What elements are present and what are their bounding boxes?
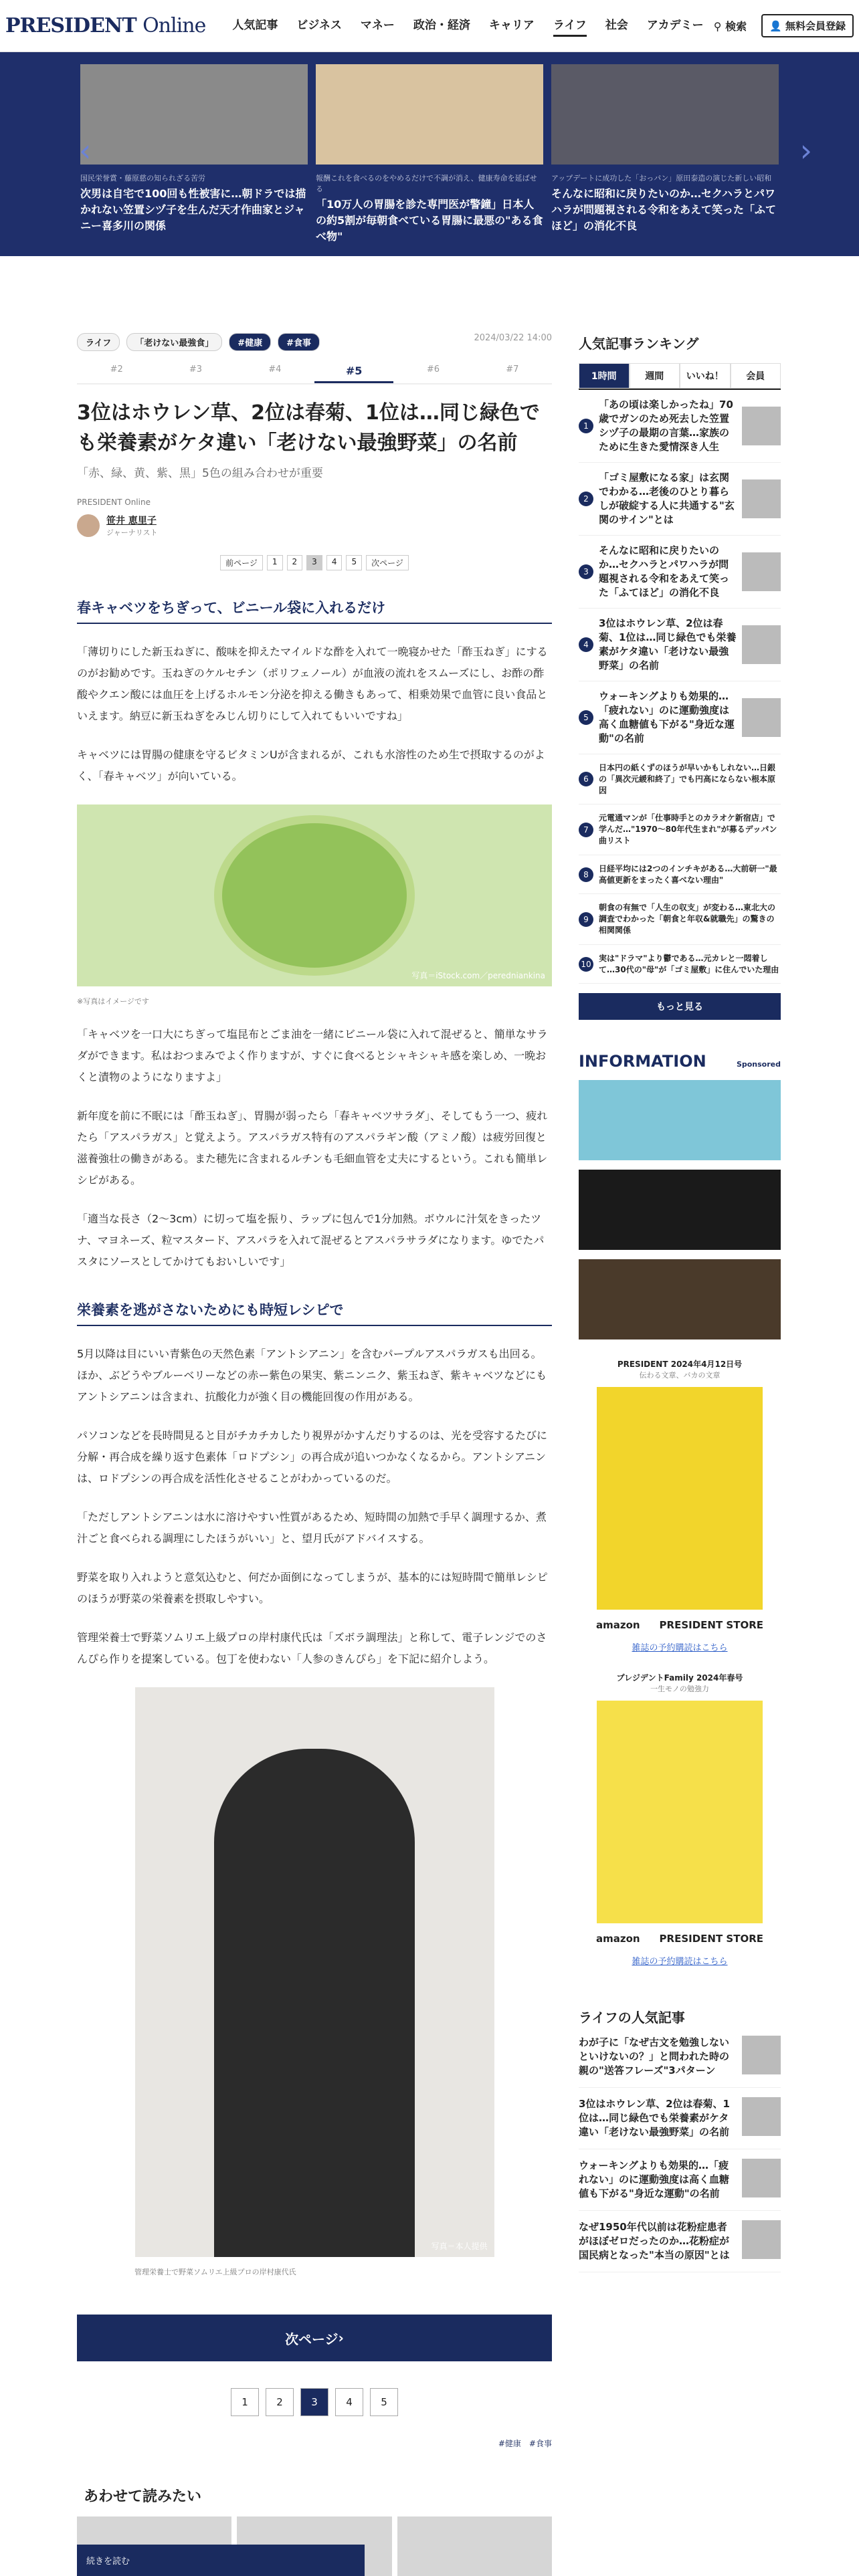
life-item-title: なぜ1950年代以前は花粉症患者がほぼゼロだったのか…花粉症が国民病となった"本当の原因"とは (579, 2221, 730, 2262)
pager-bottom (77, 2388, 552, 2416)
page-tab[interactable]: #3 (189, 364, 203, 374)
page-tabs (77, 364, 552, 385)
ranking-title-text: 実は"ドラマ"より鬱である…元カレと一悶着して…30代の"母"が「ゴミ屋敷」に住んでいた理由 (599, 953, 779, 974)
register-label: 無料会員登録 (785, 20, 846, 32)
ranking-item[interactable] (579, 855, 781, 895)
carousel-slide[interactable] (316, 64, 543, 256)
chevron-right-icon: › (338, 2330, 344, 2346)
ranking-thumb (742, 625, 781, 664)
ranking-tab[interactable]: 会員 (731, 363, 781, 389)
rank-number: 4 (579, 637, 593, 652)
page-tab-active[interactable]: #5 (314, 364, 393, 383)
rank-number: 10 (579, 957, 593, 972)
tag[interactable]: 「老けない最強食」 (126, 333, 222, 351)
info-heading (579, 1052, 781, 1071)
chevron-right-icon[interactable]: › (799, 132, 812, 169)
photo-caption: 管理栄養士で野菜ソムリエ上級プロの岸村康代氏 (134, 2268, 296, 2276)
carousel-slide[interactable] (551, 64, 779, 256)
buy-links (579, 1933, 781, 1945)
article-title: 3位はホウレン草、2位は春菊、1位は…同じ緑色でも栄養素がケタ違い「老けない最強野菜」の名前 (77, 401, 540, 455)
portrait-photo (135, 1687, 494, 2257)
photo-credit: 写真＝iStock.com／peredniankina (411, 971, 545, 980)
section-heading: 春キャベツをちぎって、ビニール袋に入れるだけ (77, 597, 552, 624)
paragraph: 野菜を取り入れようと意気込むと、何だか面倒になってしまうが、基本的には短時間で簡単レシピのほうが野菜の栄養素を摂取しやすい。 (77, 1571, 548, 1605)
ranking-thumb (742, 698, 781, 737)
cabbage-image (214, 815, 415, 976)
author-block (77, 514, 552, 538)
paragraph: パソコンなどを長時間見ると目がチカチカしたり視界がかすんだりするのは、光を受容するたびに分解・再合成を繰り返す色素体「ロドプシン」の再合成が追いつかなくなるから。アントシアニンは、ロドプシンの再合成を活性化させることがわかっているのだ。 (77, 1429, 548, 1485)
site-logo[interactable] (5, 14, 205, 37)
tag[interactable]: #健康 (229, 333, 271, 351)
life-thumb (742, 2159, 781, 2197)
carousel (0, 52, 859, 256)
ranking-item[interactable] (579, 804, 781, 855)
ranking-title-text: 3位はホウレン草、2位は春菊、1位は…同じ緑色でも栄養素がケタ違い「老けない最強野菜」の名前 (599, 617, 737, 671)
ranking-item[interactable] (579, 945, 781, 984)
search-icon: ⚲ (713, 20, 726, 33)
nav-item[interactable]: 政治・経済 (413, 18, 470, 32)
nav-item[interactable]: マネー (360, 18, 395, 32)
rank-number: 1 (579, 419, 593, 433)
site-header (0, 0, 859, 52)
store-link[interactable]: PRESIDENT STORE (659, 1933, 763, 1945)
article-tags (77, 333, 552, 351)
rank-number: 3 (579, 564, 593, 579)
ranking-title-text: そんなに昭和に戻りたいのか…セクハラとパワハラが問題視される令和をあえて笑った「ふてほど」の消化不良 (599, 544, 730, 599)
author-role: ジャーナリスト (106, 528, 158, 537)
next-page-button[interactable] (77, 2315, 552, 2361)
life-thumb (742, 2097, 781, 2136)
life-thumb (742, 2036, 781, 2074)
page-link-current[interactable]: 3 (300, 2388, 328, 2416)
magazine-subtitle: 伝わる文章、バカの文章 (639, 1371, 721, 1380)
nav-item-active[interactable]: ライフ (553, 15, 587, 37)
life-heading: ライフの人気記事 (579, 2010, 685, 2026)
buy-links (579, 1619, 781, 1631)
paragraph: 「ただしアントシアニンは水に溶けやすい性質があるため、短時間の加熱で手早く調理するか、煮汁ごと食べられる調理にしたほうがいい」と、望月氏がアドバイスする。 (77, 1511, 547, 1545)
page-tab[interactable]: #2 (110, 364, 123, 374)
ranking-tab-active[interactable]: 1時間 (579, 363, 630, 389)
user-icon: 👤 (769, 20, 785, 32)
slide-title[interactable]: そんなに昭和に戻りたいのか…セクハラとパワハラが問題視される令和をあえて笑った「ふてほど」の消化不良 (551, 187, 777, 232)
slide-meta: 報酬これを食べるのをやめるだけで不調が消え、健康寿命を延ばせる (316, 174, 537, 193)
amazon-link[interactable]: amazon (596, 1619, 640, 1632)
rank-number: 5 (579, 710, 593, 725)
slide-title[interactable]: 次男は自宅で100回も性被害に…朝ドラでは描かれない笠置シヅ子を生んだ天才作曲家とジャニー喜多川の関係 (80, 187, 306, 232)
slide-image (551, 64, 779, 165)
author-name[interactable]: 笹井 恵里子 (106, 516, 157, 526)
page-link[interactable]: 5 (370, 2388, 398, 2416)
ranking-title-text: 朝食の有無で「人生の収支」が変わる…東北大の調査でわかった「朝食と年収&就職先」の驚きの相関関係 (599, 903, 776, 935)
sidebar (579, 333, 781, 2576)
pager-top (77, 555, 552, 570)
page-link[interactable]: 4 (335, 2388, 363, 2416)
nav-item[interactable]: 人気記事 (232, 18, 278, 32)
ranking-thumb (742, 407, 781, 445)
rank-number: 2 (579, 492, 593, 506)
info-title: INFORMATION (579, 1052, 706, 1071)
chevron-left-icon[interactable]: ‹ (79, 132, 92, 169)
tag[interactable]: #食事 (278, 333, 320, 351)
ranking-title-text: ウォーキングよりも効果的…「疲れない」のに運動強度は高く血糖値も下がる"身近な運動"の名前 (599, 690, 735, 744)
portrait-image (214, 1749, 415, 2257)
nav-item[interactable]: キャリア (488, 18, 535, 32)
life-item-title: ウォーキングよりも効果的…「疲れない」のに運動強度は高く血糖値も下がる"身近な運動"の名前 (579, 2159, 730, 2200)
article-subtitle: 「赤、緑、黄、紫、黒」5色の組み合わせが重要 (77, 467, 323, 480)
prev-page-link[interactable]: 前ページ (220, 555, 263, 570)
ranking-item[interactable] (579, 390, 781, 463)
ranking-title-text: 日本円の紙くずのほうが早いかもしれない…日銀の「異次元緩和終了」でも円高にならない根本原因 (599, 763, 776, 795)
related-thumb[interactable] (397, 2516, 552, 2576)
more-button[interactable]: もっと見る (579, 993, 781, 1020)
slide-image (316, 64, 543, 165)
search-label: 検索 (725, 20, 747, 33)
search-button[interactable] (714, 18, 747, 33)
ranking-tab[interactable]: 週間 (630, 363, 680, 389)
photo-caption: ※写真はイメージです (77, 997, 149, 1006)
ranking-title: 人気記事ランキング (579, 336, 699, 352)
next-page-link[interactable]: 次ページ (366, 555, 409, 570)
paragraph: 管理栄養士で野菜ソムリエ上級プロの岸村康代氏は「ズボラ調理法」と称して、電子レンジでのさんぴら作りを提案している。包丁を使わない「人参のきんぴら」を下記に紹介しよう。 (77, 1631, 547, 1665)
rank-number: 7 (579, 823, 593, 837)
ranking-tabs (579, 363, 781, 390)
ranking-item[interactable] (579, 609, 781, 681)
publisher: PRESIDENT Online (77, 498, 151, 507)
tag[interactable]: ライフ (77, 333, 120, 351)
life-item[interactable] (579, 2149, 781, 2211)
life-item[interactable] (579, 2088, 781, 2149)
rank-number: 9 (579, 912, 593, 927)
carousel-slide[interactable] (80, 64, 308, 256)
logo-text: PRESIDENT (5, 14, 136, 37)
page-link[interactable]: 1 (267, 555, 283, 570)
slide-meta: アップデートに成功した「おっパン」原田泰造の演じた新しい昭和 (551, 174, 772, 183)
section-heading: 栄養素を逃がさないためにも時短レシピで (77, 1299, 552, 1326)
nav-item[interactable]: 社会 (605, 18, 628, 32)
slide-title[interactable]: 「10万人の胃腸を診た専門医が警鐘」日本人の約5割が毎朝食べている胃腸に最悪の"ある食べ物" (316, 198, 543, 243)
banner[interactable] (579, 1170, 781, 1250)
ranking-item[interactable] (579, 463, 781, 536)
life-item[interactable] (579, 2211, 781, 2272)
life-item-title: 3位はホウレン草、2位は春菊、1位は…同じ緑色でも栄養素がケタ違い「老けない最強野菜」の名前 (579, 2098, 730, 2139)
page-link[interactable]: 4 (326, 555, 343, 570)
ranking-title-text: 日経平均には2つのインチキがある…大前研一"最高値更新をまったく喜べない理由" (599, 863, 777, 885)
ranking-tab[interactable]: いいね！ (680, 363, 731, 389)
life-thumb (742, 2220, 781, 2259)
paragraph: 5月以降は目にいい青紫色の天然色素「アントシアニン」を含むパープルアスパラガスも出回る。ほか、ぶどうやブルーベリーなどの赤ー紫色の果実、紫ニンニク、紫玉ねぎ、紫キャベツなどにもアントシアニンは含まれ、抗酸化力が強く目の機能回復の作用がある。 (77, 1348, 547, 1403)
page-tab[interactable]: #7 (506, 364, 519, 374)
bottom-bar[interactable]: 続きを読む (77, 2545, 365, 2576)
magazine-subtitle: 一生モノの勉強力 (650, 1685, 709, 1694)
slide-image (80, 64, 308, 165)
article (77, 333, 552, 2576)
life-item-title: わが子に「なぜ古文を勉強しないといけないの？」と問われた時の親の"送答フレーズ"3パターン (579, 2036, 730, 2077)
ranking-thumb (742, 552, 781, 591)
rank-number: 8 (579, 867, 593, 882)
page-tab[interactable]: #4 (268, 364, 282, 374)
slide-meta: 国民栄誉賞・藤原慈の知られざる苦労 (80, 174, 205, 183)
banner[interactable] (579, 1080, 781, 1160)
subscribe-link[interactable]: 雑誌の予約購読はこちら (632, 1643, 728, 1654)
ranking-item[interactable] (579, 681, 781, 754)
ranking-thumb (742, 479, 781, 518)
ranking-item[interactable] (579, 536, 781, 609)
nav-item[interactable]: ビジネス (296, 18, 342, 32)
page-link[interactable]: 2 (287, 555, 303, 570)
magazine-title: プレジデントFamily 2024年春号 (616, 1673, 743, 1683)
ranking-title-text: 「あの頃は楽しかったね」70歳でガンのため死去した笠置シヅ子の最期の言葉…家族のために生きた愛情深き人生 (599, 399, 733, 453)
ranking-title-text: 元電通マンが「仕事時手とのカラオケ新宿店」で学んだ…"1970〜80年代生まれ"が募るデッパン曲リスト (599, 813, 777, 845)
paragraph: 「キャベツを一口大にちぎって塩昆布とごま油を一緒にビニール袋に入れて混ぜると、簡単なサラダができます。私はおつまみでよく作りますが、すぐに食べるとシャキシャキ感を楽しめ、一晩おくと漬物のようになりますよ」 (77, 1028, 548, 1083)
amazon-link[interactable]: amazon (596, 1933, 640, 1945)
magazine-title: PRESIDENT 2024年4月12日号 (617, 1360, 743, 1370)
rank-number: 6 (579, 772, 593, 786)
page-link[interactable]: 5 (346, 555, 362, 570)
related-heading: あわせて読みたい (84, 2488, 202, 2505)
ranking-title-text: 「ゴミ屋敷になる家」は玄関でわかる…老後のひとり暮らしが破綻する人に共通する"玄関のサイン"とは (599, 471, 735, 526)
nav-item[interactable]: アカデミー (646, 18, 704, 32)
magazine-cover[interactable] (597, 1701, 763, 1923)
photo-credit: 写真＝本人提供 (431, 2242, 488, 2251)
paragraph: キャベツには胃腸の健康を守るビタミンUが含まれるが、これも水溶性のため生で摂取するのがよく、「春キャベツ」が向いている。 (77, 748, 545, 782)
life-item[interactable] (579, 2026, 781, 2088)
ranking-item[interactable] (579, 754, 781, 804)
cabbage-photo (77, 804, 552, 986)
page-link[interactable]: 1 (231, 2388, 259, 2416)
bottom-tags[interactable]: #健康 #食事 (498, 2439, 552, 2448)
sponsored-label: Sponsored (736, 1060, 781, 1069)
main-nav (232, 15, 703, 37)
publish-date: 2024/03/22 14:00 (474, 333, 552, 343)
ranking-item[interactable] (579, 894, 781, 944)
magazine-cover[interactable] (597, 1387, 763, 1610)
page-link[interactable]: 2 (266, 2388, 294, 2416)
page-link-current[interactable]: 3 (306, 555, 322, 570)
page-tab[interactable]: #6 (426, 364, 440, 374)
avatar (77, 514, 100, 537)
paragraph: 「適当な長さ（2〜3cm）に切って塩を振り、ラップに包んで1分加熱。ボウルに汁気をきったツナ、マヨネーズ、粒マスタード、アスパラを入れて混ぜるとアスパラサラダになります。ゆでたパスタにソースとしてかけてもおいしいです」 (77, 1212, 545, 1268)
store-link[interactable]: PRESIDENT STORE (659, 1619, 763, 1632)
subscribe-link[interactable]: 雑誌の予約購読はこちら (632, 1957, 728, 1967)
next-label: 次ページ (285, 2331, 339, 2347)
paragraph: 新年度を前に不眠には「酢玉ねぎ」、胃腸が弱ったら「春キャベツサラダ」、そしてもう一つ、疲れたら「アスパラガス」と覚えよう。アスパラガス特有のアスパラギン酸（アミノ酸）は疲労回復と滋養強壮の働きがある。また穂先に含まれるルチンも毛細血管を丈夫にするという。これも簡単レシピがある。 (77, 1109, 548, 1186)
logo-sub: Online (142, 14, 206, 37)
paragraph: 「薄切りにした新玉ねぎに、酸味を抑えたマイルドな酢を入れて一晩寝かせた「酢玉ねぎ」にするのがお勧めです。玉ねぎのケルセチン（ポリフェノール）が血液の流れをスムーズにし、お酢の酢酸やクエン酸には血圧を上げるホルモン分泌を抑える働きもあって、相乗効果で血管に良い食品といえます。納豆に新玉ねぎをみじん切りにして入れてもいいですね」 (77, 645, 548, 722)
banner[interactable] (579, 1259, 781, 1339)
register-button[interactable] (761, 14, 854, 37)
